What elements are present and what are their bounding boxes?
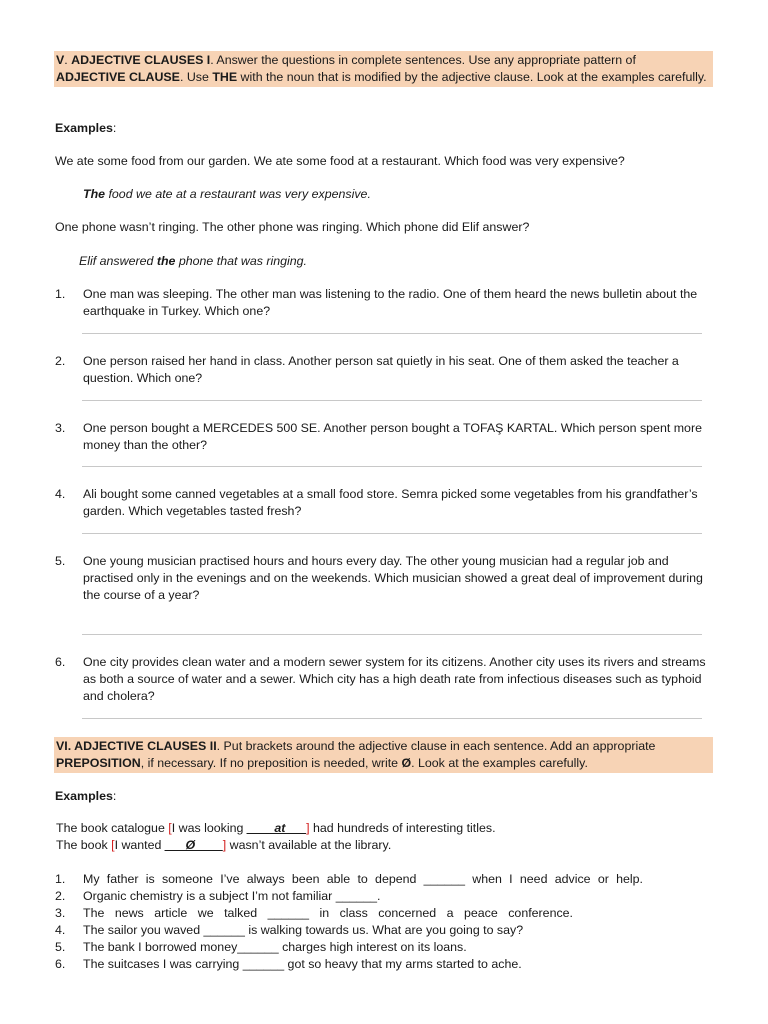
- example1-question: We ate some food from our garden. We ate some food at a restaurant. Which food was very expensive?: [55, 154, 625, 168]
- exercise-number: 2.: [55, 889, 66, 903]
- answer-line[interactable]: [82, 634, 702, 635]
- exercise-number: 4.: [55, 923, 66, 937]
- section6-example2: [56, 837, 391, 854]
- example2-question: One phone wasn’t ringing. The other phone was ringing. Which phone did Elif answer?: [55, 220, 530, 234]
- exercise-number: 6.: [55, 957, 66, 971]
- exercise-item: [55, 871, 643, 888]
- section6-instruction-part2: , if necessary. If no preposition is needed, write: [140, 756, 402, 770]
- question-text: One person raised her hand in class. Another person sat quietly in his seat. One of them asked the teacher a question. Which one?: [83, 354, 679, 385]
- open-bracket: [: [168, 821, 172, 835]
- example1-answer-rest: food we ate at a restaurant was very expensive.: [105, 187, 371, 201]
- exercise-number: 5.: [55, 940, 66, 954]
- close-bracket: ]: [306, 821, 310, 835]
- example-blank-answer: ___Ø____: [164, 838, 223, 852]
- answer-line[interactable]: [82, 400, 702, 401]
- section5-instructions: V. ADJECTIVE CLAUSES I. Answer the questions in complete sentences. Use any appropriate pattern of ADJECTIVE CLAUSE. Use THE with the noun that is modified by the adjective clause. Look at the examples carefully.: [54, 51, 713, 87]
- example-text: wasn’t available at the library.: [226, 838, 392, 852]
- question-text: One man was sleeping. The other man was listening to the radio. One of them heard the news bulletin about the earthquake in Turkey. Which one?: [83, 287, 698, 318]
- section6-examples-heading: Examples:: [55, 789, 117, 803]
- adjective-clause: I wanted: [114, 838, 165, 852]
- question-number: 6.: [55, 655, 66, 669]
- examples-label: Examples: [55, 121, 113, 135]
- example1-answer: [83, 186, 371, 203]
- section6-exercise-list: [55, 871, 643, 973]
- question-number: 3.: [55, 421, 66, 435]
- exercise-number: 1.: [55, 872, 66, 886]
- answer-line[interactable]: [82, 533, 702, 534]
- adjective-clause: I was looking: [171, 821, 247, 835]
- exercise-text: My father is someone I’ve always been able to depend ______ when I need advice or help.: [83, 872, 643, 886]
- section5-instruction-part2: . Use: [179, 70, 213, 84]
- section5-instruction-part1: . Answer the questions in complete sentences. Use any appropriate pattern of: [210, 53, 636, 67]
- exercise-item: [55, 922, 643, 939]
- answer-line[interactable]: [82, 333, 702, 334]
- exercise-item: [55, 939, 643, 956]
- section6-instructions: [54, 737, 713, 773]
- section5-examples-heading: Examples:: [55, 121, 117, 135]
- section5-keyword-adjective-clause: ADJECTIVE CLAUSE: [56, 70, 180, 84]
- empty-set-symbol: Ø: [401, 756, 412, 770]
- exercise-item: [55, 905, 643, 922]
- question-text: One person bought a MERCEDES 500 SE. Another person bought a TOFAŞ KARTAL. Which person spent more money than the other?: [83, 421, 702, 452]
- exercise-number: 3.: [55, 906, 66, 920]
- section6-keyword-preposition: PREPOSITION: [56, 756, 141, 770]
- answer-line[interactable]: [82, 718, 702, 719]
- exercise-text: The news article we talked ______ in class concerned a peace conference.: [83, 906, 573, 920]
- section5-number: V: [56, 53, 65, 67]
- question-text: One young musician practised hours and hours every day. The other young musician had a regular job and practised only in the evenings and on the weekends. Which musician showed a great deal of improvement during the course of a year?: [83, 554, 703, 602]
- close-bracket: ]: [222, 838, 227, 852]
- question-text: Ali bought some canned vegetables at a small food store. Semra picked some vegetables from his grandfather’s garden. Which vegetables tasted fresh?: [83, 487, 698, 518]
- section6-title: VI. ADJECTIVE CLAUSES II: [56, 739, 217, 753]
- exercise-text: The bank I borrowed money______ charges high interest on its loans.: [83, 940, 467, 954]
- example2-answer-pre: Elif answered: [79, 254, 157, 268]
- example-blank-answer: ____at___: [246, 821, 307, 835]
- example2-answer-article: the: [156, 254, 176, 268]
- section6-instruction-part3: . Look at the examples carefully.: [411, 756, 588, 770]
- question-number: 4.: [55, 487, 66, 501]
- section5-instruction-part3: with the noun that is modified by the adjective clause. Look at the examples carefully.: [237, 70, 707, 84]
- exercise-text: Organic chemistry is a subject I’m not familiar ______.: [83, 889, 381, 903]
- example2-answer: [79, 253, 307, 270]
- section5-title: ADJECTIVE CLAUSES I: [71, 53, 211, 67]
- example-text: had hundreds of interesting titles.: [309, 821, 496, 835]
- example2-answer-rest: phone that was ringing.: [175, 254, 307, 268]
- exercise-text: The suitcases I was carrying ______ got so heavy that my arms started to ache.: [83, 957, 522, 971]
- section5-keyword-the: THE: [212, 70, 238, 84]
- section6-instruction-part1: . Put brackets around the adjective clause in each sentence. Add an appropriate: [216, 739, 656, 753]
- answer-line[interactable]: [82, 466, 702, 467]
- question-number: 2.: [55, 354, 66, 368]
- open-bracket: [: [111, 838, 115, 852]
- exercise-item: [55, 888, 643, 905]
- question-text: One city provides clean water and a modern sewer system for its citizens. Another city uses its rivers and streams as both a source of water and a sewer. Which city has a high death rate from infectious diseases such as typhoid and cholera?: [83, 655, 706, 703]
- example-text: The book catalogue: [56, 821, 169, 835]
- exercise-item: [55, 956, 643, 973]
- question-number: 5.: [55, 554, 66, 568]
- examples-label: Examples: [55, 789, 113, 803]
- question-number: 1.: [55, 287, 66, 301]
- example1-answer-article: The: [83, 187, 106, 201]
- section6-example1: [56, 820, 496, 837]
- exercise-text: The sailor you waved ______ is walking towards us. What are you going to say?: [83, 923, 524, 937]
- example-text: The book: [56, 838, 112, 852]
